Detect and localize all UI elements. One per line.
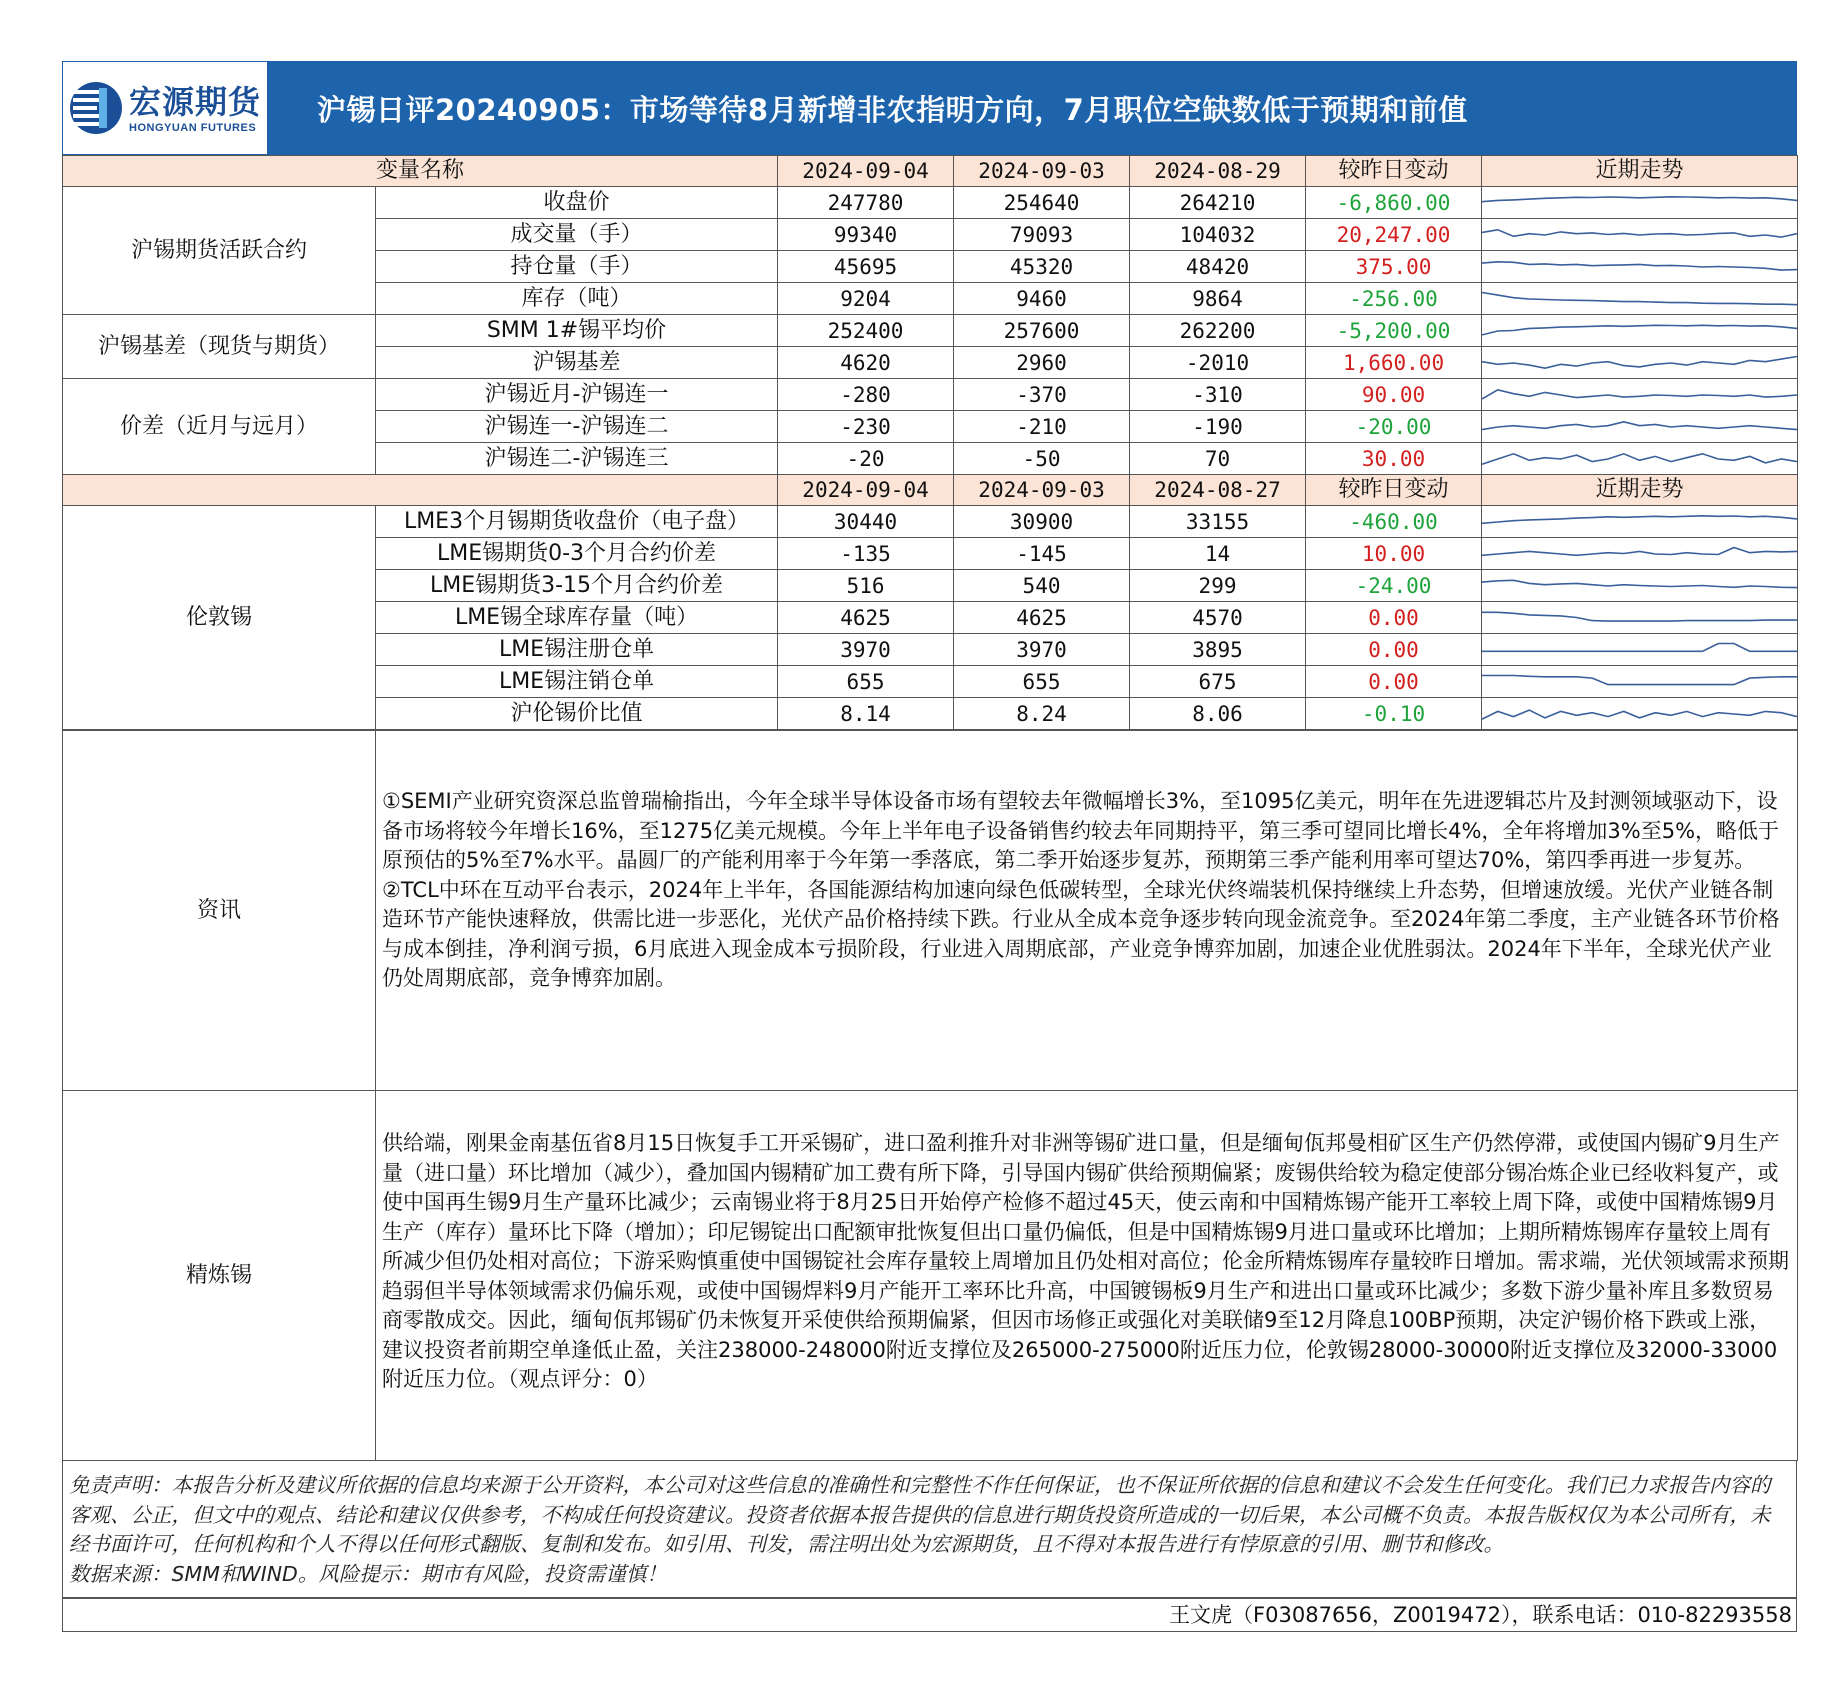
header-cell: 2024-08-29: [1130, 156, 1306, 187]
trend-sparkline: [1482, 701, 1797, 727]
table-row: [63, 506, 1798, 538]
variable-label: LME锡注册仓单: [376, 634, 778, 666]
value-cell: 8.14: [778, 698, 954, 730]
company-logo: [63, 62, 269, 154]
value-cell: -50: [954, 443, 1130, 475]
change-cell: -460.00: [1306, 506, 1482, 538]
value-cell: 30900: [954, 506, 1130, 538]
header-cell: 较昨日变动: [1306, 475, 1482, 506]
variable-label: 收盘价: [376, 187, 778, 219]
variable-label: LME3个月锡期货收盘价（电子盘）: [376, 506, 778, 538]
value-cell: 516: [778, 570, 954, 602]
trend-sparkline: [1482, 222, 1797, 248]
table1-header-row: [63, 156, 1798, 187]
value-cell: 4620: [778, 347, 954, 379]
header-cell: 较昨日变动: [1306, 156, 1482, 187]
value-cell: -20: [778, 443, 954, 475]
change-cell: -6,860.00: [1306, 187, 1482, 219]
trend-line: [1482, 547, 1797, 555]
news-label: 资讯: [63, 731, 376, 1091]
variable-label: SMM 1#锡平均价: [376, 315, 778, 347]
variable-label: LME锡注销仓单: [376, 666, 778, 698]
group-label: 伦敦锡: [63, 506, 376, 730]
change-cell: 10.00: [1306, 538, 1482, 570]
value-cell: 104032: [1130, 219, 1306, 251]
trend-cell: [1482, 347, 1798, 379]
table2-header-row: [63, 475, 1798, 506]
news-paragraph-1: ①SEMI产业研究资深总监曾瑞榆指出，今年全球半导体设备市场有望较去年微幅增长3%，至1095亿美元，明年在先进逻辑芯片及封测领域驱动下，设备市场将较今年增长16%，至1275亿美元规模。今年上半年电子设备销售约较去年同期持平，第三季可望同比增长4%，全年将增加3%至5%，略低于原预估的5%至7%水平。晶圆厂的产能利用率于今年第一季落底，第二季开始逐步复苏，预期第三季产能利用率可望达70%，第四季再进一步复苏。: [382, 789, 1780, 872]
value-cell: 675: [1130, 666, 1306, 698]
value-cell: -280: [778, 379, 954, 411]
trend-line: [1482, 675, 1797, 684]
news-paragraph-2: ②TCL中环在互动平台表示，2024年上半年，各国能源结构加速向绿色低碳转型，全球光伏终端装机保持继续上升态势，但增速放缓。光伏产业链各制造环节产能快速释放，供需比进一步恶化，光伏产品价格持续下跌。行业从全成本竞争逐步转向现金流竞争。至2024年第二季度，主产业链各环节价格与成本倒挂，净利润亏损，6月底进入现金成本亏损阶段，行业进入周期底部，产业竞争博弈加剧，加速企业优胜弱汰。2024年下半年，全球光伏产业仍处周期底部，竞争博弈加剧。: [382, 877, 1780, 990]
group-label: 沪锡期货活跃合约: [63, 187, 376, 315]
trend-line: [1482, 580, 1797, 587]
value-cell: 299: [1130, 570, 1306, 602]
value-cell: 655: [954, 666, 1130, 698]
value-cell: 4625: [778, 602, 954, 634]
trend-cell: [1482, 698, 1798, 730]
value-cell: 262200: [1130, 315, 1306, 347]
value-cell: 45695: [778, 251, 954, 283]
trend-sparkline: [1482, 509, 1797, 535]
trend-cell: [1482, 187, 1798, 219]
trend-sparkline: [1482, 254, 1797, 280]
trend-cell: [1482, 315, 1798, 347]
value-cell: 9864: [1130, 283, 1306, 315]
variable-label: 持仓量（手）: [376, 251, 778, 283]
value-cell: 540: [954, 570, 1130, 602]
refined-tin-row: [63, 1091, 1798, 1461]
change-cell: -24.00: [1306, 570, 1482, 602]
trend-cell: [1482, 602, 1798, 634]
refined-tin-content: 供给端，刚果金南基伍省8月15日恢复手工开采锡矿，进口盈利推升对非洲等锡矿进口量，但是缅甸佤邦曼相矿区生产仍然停滞，或使国内锡矿9月生产量（进口量）环比增加（减少），叠加国内锡精矿加工费有所下降，引导国内锡矿供给预期偏紧；废锡供给较为稳定使部分锡冶炼企业已经收料复产，或使中国再生锡9月生产量环比减少；云南锡业将于8月25日开始停产检修不超过45天，使云南和中国精炼锡产能开工率较上周下降，或使中国精炼锡9月生产（库存）量环比下降（增加）；印尼锡锭出口配额审批恢复但出口量仍偏低，但是中国精炼锡9月进口量或环比增加；上期所精炼锡库存量较上周有所减少但仍处相对高位；下游采购慎重使中国锡锭社会库存量较上周增加且仍处相对高位；伦金所精炼锡库存量较昨日增加。需求端，光伏领域需求预期趋弱但半导体领域需求仍偏乐观，或使中国锡焊料9月产能开工率环比升高，中国镀锡板9月生产和进出口量或环比减少；多数下游少量补库且多数贸易商零散成交。因此，缅甸佤邦锡矿仍未恢复开采使供给预期偏紧，但因市场修正或强化对美联储9至12月降息100BP预期，决定沪锡价格下跌或上涨，建议投资者前期空单逢低止盈，关注238000-248000附近支撑位及265000-275000附近压力位，伦敦锡28000-30000附近支撑位及32000-33000附近压力位。（观点评分：0）: [376, 1091, 1798, 1461]
trend-cell: [1482, 634, 1798, 666]
trend-line: [1482, 356, 1797, 368]
disclaimer-block: [62, 1461, 1797, 1598]
trend-sparkline: [1482, 669, 1797, 695]
header-variable-name: 变量名称: [63, 156, 778, 187]
value-cell: 4570: [1130, 602, 1306, 634]
value-cell: 655: [778, 666, 954, 698]
variable-label: 沪锡基差: [376, 347, 778, 379]
header-cell: 2024-08-27: [1130, 475, 1306, 506]
change-cell: 0.00: [1306, 666, 1482, 698]
trend-line: [1482, 515, 1797, 523]
trend-sparkline: [1482, 382, 1797, 408]
value-cell: 254640: [954, 187, 1130, 219]
value-cell: 9460: [954, 283, 1130, 315]
value-cell: 48420: [1130, 251, 1306, 283]
header-cell: 2024-09-03: [954, 156, 1130, 187]
header-blank: [63, 475, 778, 506]
value-cell: 252400: [778, 315, 954, 347]
disclaimer-text: 免责声明：本报告分析及建议所依据的信息均来源于公开资料，本公司对这些信息的准确性和完整性不作任何保证，也不保证所依据的信息和建议不会发生任何变化。我们已力求报告内容的客观、公正，但文中的观点、结论和建议仅供参考，不构成任何投资建议。投资者依据本报告提供的信息进行期货投资所造成的一切后果，本公司概不负责。本报告版权仅为本公司所有，未经书面许可，任何机构和个人不得以任何形式翻版、复制和发布。如引用、刊发，需注明出处为宏源期货，且不得对本报告进行有悖原意的引用、删节和修改。: [69, 1473, 1771, 1556]
trend-line: [1482, 612, 1797, 621]
value-cell: 2960: [954, 347, 1130, 379]
trend-line: [1482, 229, 1797, 236]
trend-cell: [1482, 283, 1798, 315]
header-cell: 近期走势: [1482, 475, 1798, 506]
value-cell: 264210: [1130, 187, 1306, 219]
value-cell: -310: [1130, 379, 1306, 411]
trend-line: [1482, 453, 1797, 463]
value-cell: -230: [778, 411, 954, 443]
trend-cell: [1482, 570, 1798, 602]
title-bar: [269, 62, 1796, 154]
value-cell: 8.24: [954, 698, 1130, 730]
report-title: 沪锡日评20240905：市场等待8月新增非农指明方向，7月职位空缺数低于预期和前值: [317, 92, 1468, 127]
header-cell: 近期走势: [1482, 156, 1798, 187]
trend-sparkline: [1482, 318, 1797, 344]
trend-line: [1482, 643, 1797, 651]
variable-label: 沪锡连一-沪锡连二: [376, 411, 778, 443]
value-cell: 99340: [778, 219, 954, 251]
change-cell: 30.00: [1306, 443, 1482, 475]
table-row: [63, 315, 1798, 347]
variable-label: 库存（吨）: [376, 283, 778, 315]
value-cell: 3970: [778, 634, 954, 666]
trend-cell: [1482, 443, 1798, 475]
report-sheet: [62, 61, 1797, 1632]
trend-cell: [1482, 666, 1798, 698]
variable-label: 沪锡近月-沪锡连一: [376, 379, 778, 411]
trend-cell: [1482, 538, 1798, 570]
data-source-text: 数据来源：SMM和WIND。风险提示：期市有风险，投资需谨慎！: [69, 1561, 667, 1586]
change-cell: 0.00: [1306, 602, 1482, 634]
header-cell: 2024-09-04: [778, 475, 954, 506]
trend-line: [1482, 325, 1797, 335]
table-row: [63, 187, 1798, 219]
value-cell: 33155: [1130, 506, 1306, 538]
trend-sparkline: [1482, 350, 1797, 376]
change-cell: -5,200.00: [1306, 315, 1482, 347]
trend-cell: [1482, 411, 1798, 443]
group-label: 价差（近月与远月）: [63, 379, 376, 475]
variable-label: 成交量（手）: [376, 219, 778, 251]
news-content: [376, 731, 1798, 1091]
news-row: [63, 731, 1798, 1091]
trend-sparkline: [1482, 541, 1797, 567]
change-cell: -256.00: [1306, 283, 1482, 315]
value-cell: 79093: [954, 219, 1130, 251]
trend-line: [1482, 261, 1797, 269]
variable-label: LME锡全球库存量（吨）: [376, 602, 778, 634]
trend-line: [1482, 710, 1797, 719]
trend-sparkline: [1482, 286, 1797, 312]
header-cell: 2024-09-03: [954, 475, 1130, 506]
value-cell: 3970: [954, 634, 1130, 666]
change-cell: 375.00: [1306, 251, 1482, 283]
variable-label: LME锡期货3-15个月合约价差: [376, 570, 778, 602]
table-row: [63, 379, 1798, 411]
value-cell: -135: [778, 538, 954, 570]
trend-sparkline: [1482, 190, 1797, 216]
market-data-table: [62, 155, 1798, 730]
trend-cell: [1482, 506, 1798, 538]
value-cell: 3895: [1130, 634, 1306, 666]
trend-cell: [1482, 251, 1798, 283]
value-cell: 70: [1130, 443, 1306, 475]
change-cell: 20,247.00: [1306, 219, 1482, 251]
trend-sparkline: [1482, 414, 1797, 440]
trend-sparkline: [1482, 605, 1797, 631]
trend-line: [1482, 292, 1797, 304]
value-cell: 45320: [954, 251, 1130, 283]
value-cell: 247780: [778, 187, 954, 219]
trend-sparkline: [1482, 446, 1797, 472]
value-cell: -210: [954, 411, 1130, 443]
change-cell: -0.10: [1306, 698, 1482, 730]
trend-line: [1482, 196, 1797, 201]
change-cell: 0.00: [1306, 634, 1482, 666]
change-cell: 90.00: [1306, 379, 1482, 411]
value-cell: -370: [954, 379, 1130, 411]
refined-tin-label: 精炼锡: [63, 1091, 376, 1461]
variable-label: LME锡期货0-3个月合约价差: [376, 538, 778, 570]
trend-line: [1482, 389, 1797, 398]
trend-sparkline: [1482, 573, 1797, 599]
value-cell: 8.06: [1130, 698, 1306, 730]
trend-cell: [1482, 379, 1798, 411]
hongyuan-emblem-icon: [69, 70, 123, 146]
value-cell: 4625: [954, 602, 1130, 634]
trend-cell: [1482, 219, 1798, 251]
value-cell: -145: [954, 538, 1130, 570]
trend-sparkline: [1482, 637, 1797, 663]
change-cell: -20.00: [1306, 411, 1482, 443]
logo-chinese-name: 宏源期货: [129, 83, 262, 121]
variable-label: 沪伦锡价比值: [376, 698, 778, 730]
logo-english-name: HONGYUAN FUTURES: [129, 122, 257, 134]
header-cell: 2024-09-04: [778, 156, 954, 187]
trend-line: [1482, 421, 1797, 429]
group-label: 沪锡基差（现货与期货）: [63, 315, 376, 379]
report-header: [62, 61, 1797, 155]
analyst-contact: 王文虎（F03087656，Z0019472），联系电话：010-82293558: [62, 1598, 1797, 1632]
value-cell: 257600: [954, 315, 1130, 347]
value-cell: -2010: [1130, 347, 1306, 379]
text-sections-table: [62, 730, 1798, 1461]
value-cell: -190: [1130, 411, 1306, 443]
change-cell: 1,660.00: [1306, 347, 1482, 379]
value-cell: 9204: [778, 283, 954, 315]
value-cell: 30440: [778, 506, 954, 538]
variable-label: 沪锡连二-沪锡连三: [376, 443, 778, 475]
value-cell: 14: [1130, 538, 1306, 570]
